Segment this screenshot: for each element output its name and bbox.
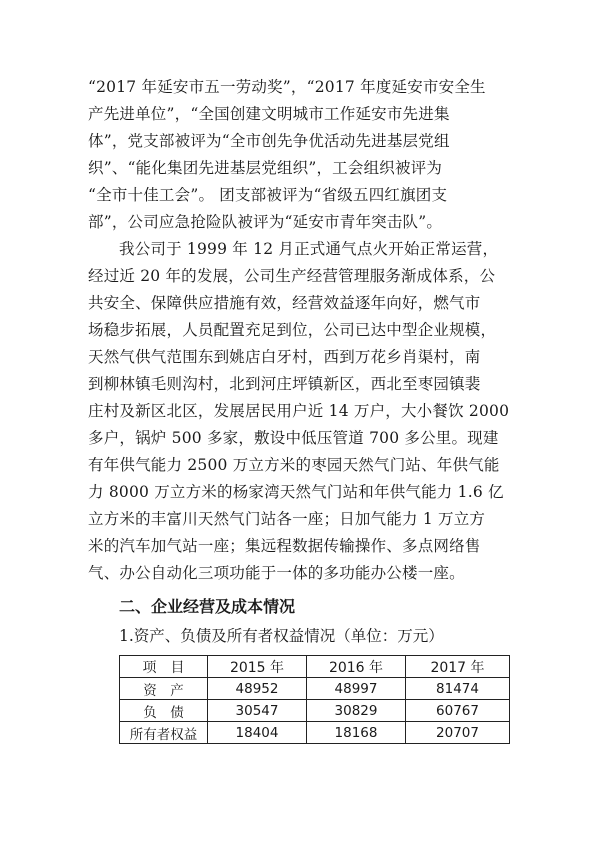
table-header-cell: 项 目 (120, 656, 208, 678)
text-line: 米的汽车加气站一座；集远程数据传输操作、多点网络售 (88, 537, 481, 555)
table-header-row (120, 656, 510, 678)
paragraph-awards (88, 74, 506, 236)
text-line: 有年供气能力 2500 万立方米的枣园天然气门站、年供气能 (88, 456, 500, 474)
table-cell: 30547 (208, 700, 307, 722)
text-line: 立方米的丰富川天然气门站各一座；日加气能力 1 万立方 (88, 510, 486, 528)
text-line: 织”、“能化集团先进基层党组织”，工会组织被评为 (88, 159, 443, 177)
table-header-cell: 2015 年 (208, 656, 307, 678)
text-line: 到柳林镇毛则沟村，北到河庄坪镇新区，西北至枣园镇裴 (88, 375, 481, 393)
table-cell: 18168 (307, 722, 406, 744)
table-cell: 81474 (406, 678, 510, 700)
table-cell: 48952 (208, 678, 307, 700)
text-line: 力 8000 万立方米的杨家湾天然气门站和年供气能力 1.6 亿 (88, 483, 504, 501)
table-cell: 18404 (208, 722, 307, 744)
table-cell: 所有者权益 (120, 722, 208, 744)
text-line: 我公司于 1999 年 12 月正式通气点火开始正常运营， (119, 240, 499, 258)
table-row (120, 700, 510, 722)
table-header-cell: 2016 年 (307, 656, 406, 678)
table-row (120, 678, 510, 700)
paragraph-company-overview (88, 236, 510, 587)
text-line: 体”，党支部被评为“全市创先争优活动先进基层党组 (88, 132, 450, 150)
text-line: 场稳步拓展，人员配置充足到位，公司已达中型企业规模， (88, 321, 497, 339)
table-cell: 资 产 (120, 678, 208, 700)
text-line: 气、办公自动化三项功能于一体的多功能办公楼一座。 (88, 564, 465, 582)
text-line: 部”，公司应急抢险队被评为“延安市青年突击队”。 (88, 213, 443, 231)
table-cell: 20707 (406, 722, 510, 744)
table-row (120, 722, 510, 744)
text-line: 天然气供气范围东到姚店白牙村，西到万花乡肖渠村，南 (88, 348, 481, 366)
text-line: 经过近 20 年的发展，公司生产经营管理服务渐成体系，公 (88, 267, 496, 285)
text-line: “2017 年延安市五一劳动奖”，“2017 年度延安市安全生 (88, 78, 486, 96)
section-heading: 二、企业经营及成本情况 (119, 597, 296, 616)
financial-table (119, 655, 510, 744)
text-line: “全市十佳工会”。 团支部被评为“省级五四红旗团支 (88, 186, 448, 204)
text-line: 产先进单位”，“全国创建文明城市工作延安市先进集 (88, 105, 450, 123)
table-cell: 60767 (406, 700, 510, 722)
subsection-heading: 1.资产、负债及所有者权益情况（单位：万元） (119, 627, 444, 645)
text-line: 多户，锅炉 500 多家，敷设中低压管道 700 多公里。现建 (88, 429, 499, 447)
table-cell: 负 债 (120, 700, 208, 722)
text-line: 庄村及新区北区，发展居民用户近 14 万户，大小餐饮 2000 (88, 402, 510, 420)
table-cell: 30829 (307, 700, 406, 722)
table-header-cell: 2017 年 (406, 656, 510, 678)
table-cell: 48997 (307, 678, 406, 700)
text-line: 共安全、保障供应措施有效，经营效益逐年向好，燃气市 (88, 294, 481, 312)
